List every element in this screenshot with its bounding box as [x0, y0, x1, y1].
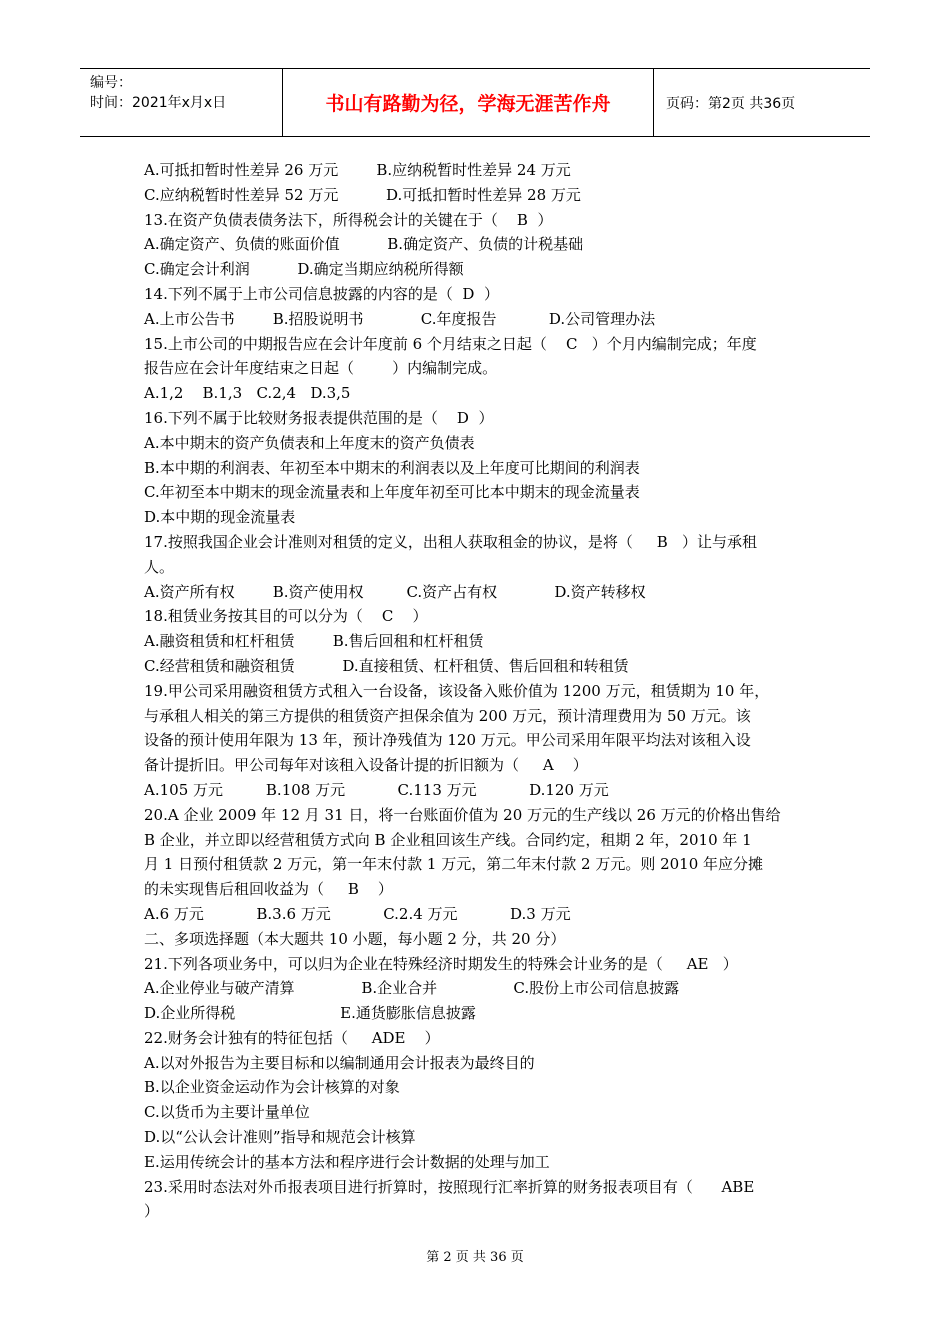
page-header [80, 68, 870, 137]
text-line: 人。 [144, 557, 175, 576]
text-line: C.确定会计利润 D.确定当期应纳税所得额 [144, 260, 464, 279]
text-line: A.企业停业与破产清算 B.企业合并 C.股份上市公司信息披露 [144, 979, 680, 998]
text-line: 13.在资产负债表债务法下，所得税会计的关键在于（ B ） [144, 210, 553, 229]
text-line: A.105 万元 B.108 万元 C.113 万元 D.120 万元 [144, 780, 609, 799]
text-line: C.应纳税暂时性差异 52 万元 D.可抵扣暂时性差异 28 万元 [144, 185, 581, 204]
text-line: A.确定资产、负债的账面价值 B.确定资产、负债的计税基础 [144, 235, 584, 254]
text-line: 二、多项选择题（本大题共 10 小题，每小题 2 分，共 20 分） [144, 929, 566, 948]
text-line: 备计提折旧。甲公司每年对该租入设备计提的折旧额为（ A ） [144, 756, 588, 775]
time-label: 时间：2021年x月x日 [90, 95, 227, 111]
text-line: 21.下列各项业务中，可以归为企业在特殊经济时期发生的特殊会计业务的是（ AE ） [144, 954, 738, 973]
text-line: 15.上市公司的中期报告应在会计年度前 6 个月结束之日起（ C ）个月内编制完成；年度 [144, 334, 757, 353]
text-line: E.运用传统会计的基本方法和程序进行会计数据的处理与加工 [144, 1152, 550, 1171]
text-line: 20.A 企业 2009 年 12 月 31 日，将一台账面价值为 20 万元的生产线以 26 万元的价格出售给 [144, 805, 781, 824]
page-footer: 第 2 页 共 36 页 [426, 1250, 524, 1265]
text-line: A.融资租赁和杠杆租赁 B.售后回租和杠杆租赁 [144, 632, 484, 651]
text-line: 19.甲公司采用融资租赁方式租入一台设备，该设备入账价值为 1200 万元，租赁期为 10 年， [144, 681, 770, 700]
text-line: 的未实现售后租回收益为（ B ） [144, 880, 393, 899]
text-line: 14.下列不属于上市公司信息披露的内容的是（ D ） [144, 284, 499, 303]
text-line: 设备的预计使用年限为 13 年，预计净残值为 120 万元。甲公司采用年限平均法对该租入设 [144, 731, 751, 750]
text-line: A.6 万元 B.3.6 万元 C.2.4 万元 D.3 万元 [144, 904, 571, 923]
text-line: A.以对外报告为主要目标和以编制通用会计报表为最终目的 [144, 1053, 535, 1072]
text-line: A.可抵扣暂时性差异 26 万元 B.应纳税暂时性差异 24 万元 [144, 161, 571, 179]
text-line: 与承租人相关的第三方提供的租赁资产担保余值为 200 万元，预计清理费用为 50 万元。该 [144, 706, 751, 725]
text-line: 16.下列不属于比较财务报表提供范围的是（ D ） [144, 408, 494, 427]
text-line: B.本中期的利润表、年初至本中期末的利润表以及上年度可比期间的利润表 [144, 458, 640, 477]
document-body [144, 158, 824, 1224]
text-line: ） [144, 1202, 160, 1221]
text-line: B 企业，并立即以经营租赁方式向 B 企业租回该生产线。合同约定，租期 2 年，2010 年 1 [144, 830, 752, 849]
text-line: A.资产所有权 B.资产使用权 C.资产占有权 D.资产转移权 [144, 582, 646, 601]
text-line: 22.财务会计独有的特征包括（ ADE ） [144, 1028, 440, 1047]
code-label: 编号： [90, 75, 132, 91]
header-motto: 书山有路勤为径，学海无涯苦作舟 [283, 69, 654, 136]
text-line: 18.租赁业务按其目的可以分为（ C ） [144, 607, 428, 626]
header-page-info: 页码：第2页 共36页 [666, 95, 796, 112]
header-meta [80, 69, 283, 136]
text-line: 报告应在会计年度结束之日起（ ）内编制完成。 [144, 359, 498, 378]
text-line: B.以企业资金运动作为会计核算的对象 [144, 1078, 400, 1097]
text-line: D.以“公认会计准则”指导和规范会计核算 [144, 1128, 416, 1147]
text-line: 月 1 日预付租赁款 2 万元，第一年末付款 1 万元，第二年末付款 2 万元。则 2010 年应分摊 [144, 855, 764, 874]
text-line: 17.按照我国企业会计准则对租赁的定义，出租人获取租金的协议，是将（ B ）让与承租 [144, 532, 758, 551]
text-line: 23.采用时态法对外币报表项目进行折算时，按照现行汇率折算的财务报表项目有（ ABE [144, 1177, 755, 1196]
text-line: A.本中期末的资产负债表和上年度末的资产负债表 [144, 433, 475, 452]
text-line: C.年初至本中期末的现金流量表和上年度年初至可比本中期末的现金流量表 [144, 483, 640, 502]
text-line: C.以货币为主要计量单位 [144, 1103, 310, 1122]
text-line: C.经营租赁和融资租赁 D.直接租赁、杠杆租赁、售后回租和转租赁 [144, 656, 629, 675]
text-line: A.上市公告书 B.招股说明书 C.年度报告 D.公司管理办法 [144, 309, 656, 328]
text-line: A.1,2 B.1,3 C.2,4 D.3,5 [144, 384, 351, 403]
text-line: D.本中期的现金流量表 [144, 508, 296, 527]
text-line: D.企业所得税 E.通货膨胀信息披露 [144, 1004, 476, 1023]
